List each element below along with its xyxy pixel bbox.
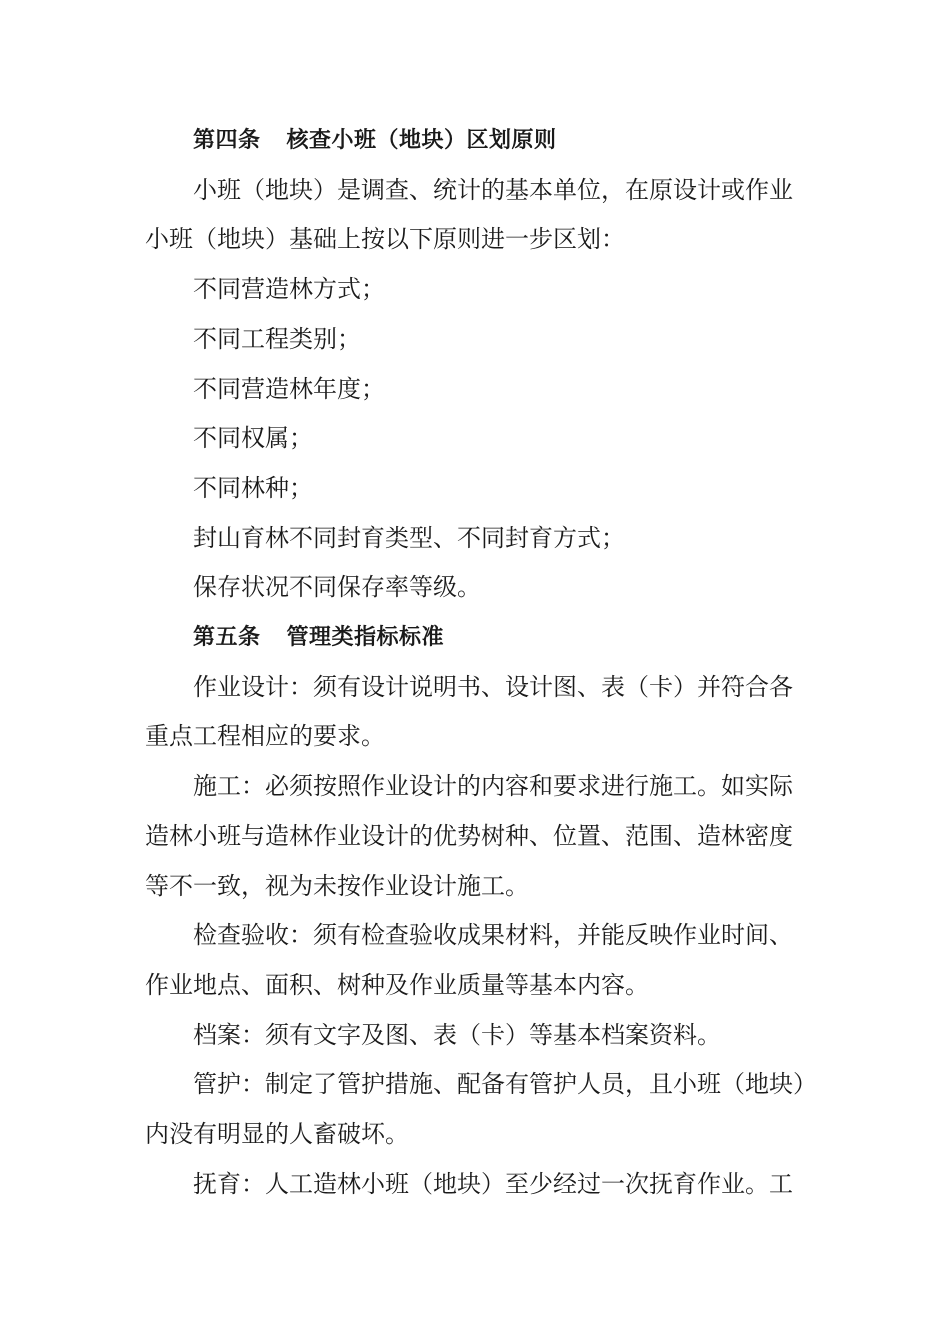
protection-line-2: 内没有明显的人畜破坏。 [145,1120,409,1149]
inspection-line-2: 作业地点、面积、树种及作业质量等基本内容。 [145,970,649,999]
article-4-intro-line-1: 小班（地块）是调查、统计的基本单位，在原设计或作业 [193,175,793,204]
article-4-number: 第四条 [193,128,261,153]
criterion-item: 封山育林不同封育类型、不同封育方式； [193,523,625,552]
article-5-heading [145,613,815,663]
criterion-item: 不同工程类别； [193,324,361,353]
criterion-item: 不同营造林年度； [193,374,385,403]
criterion-item: 不同权属； [193,424,313,453]
article-5-number: 第五条 [193,625,261,651]
article-4-intro-line-2: 小班（地块）基础上按以下原则进一步区划： [145,225,625,254]
tending-line-1: 抚育：人工造林小班（地块）至少经过一次抚育作业。工 [193,1169,793,1198]
archive-line-1: 档案：须有文字及图、表（卡）等基本档案资料。 [193,1020,721,1049]
construction-line-2: 造林小班与造林作业设计的优势树种、位置、范围、造林密度 [145,821,793,850]
article-5-title: 管理类指标标准 [286,625,445,651]
inspection-line-1: 检查验收：须有检查验收成果材料，并能反映作业时间、 [193,921,793,950]
design-line-1: 作业设计：须有设计说明书、设计图、表（卡）并符合各 [193,672,793,701]
criterion-item: 不同营造林方式； [193,275,385,304]
article-4-title: 核查小班（地块）区划原则 [286,128,557,153]
construction-line-1: 施工：必须按照作业设计的内容和要求进行施工。如实际 [193,772,793,801]
criterion-item: 不同林种； [193,473,313,502]
document-body [145,116,815,1209]
design-line-2: 重点工程相应的要求。 [145,722,385,751]
protection-line-1: 管护：制定了管护措施、配备有管护人员，且小班（地块） [193,1070,817,1099]
criterion-item: 保存状况不同保存率等级。 [193,573,481,602]
article-4-heading [145,116,815,166]
construction-line-3: 等不一致，视为未按作业设计施工。 [145,871,529,900]
